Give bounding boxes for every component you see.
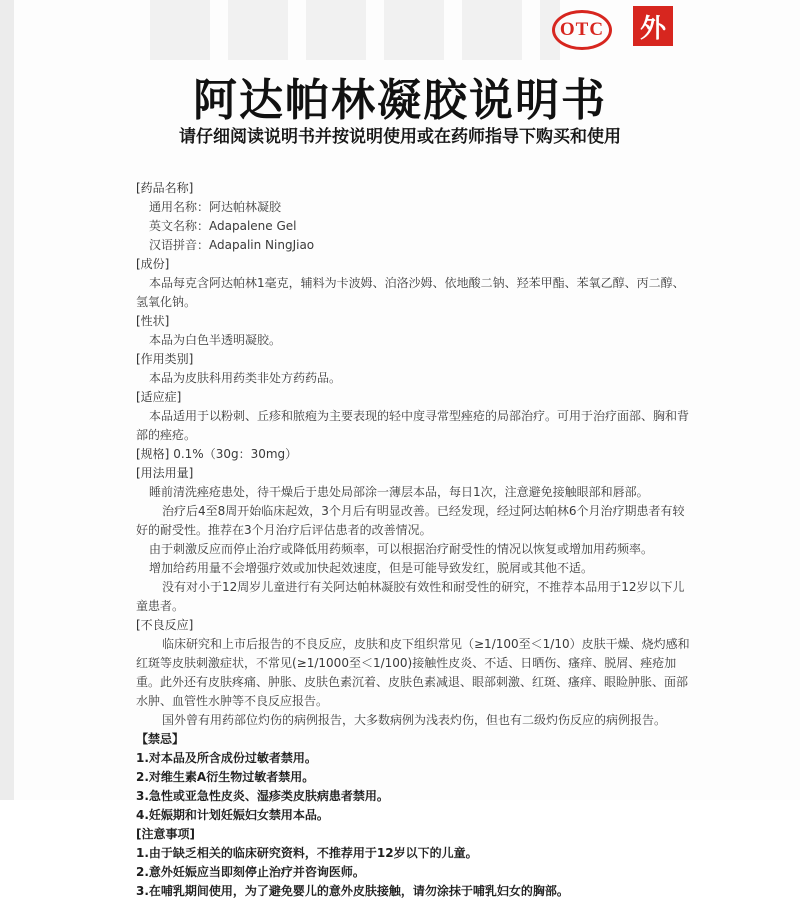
pinyin-name-label: 汉语拼音： <box>149 238 210 252</box>
generic-name-label: 通用名称： <box>149 200 210 214</box>
section-heading-dosage: [用法用量] <box>136 466 194 480</box>
dosage-paragraph: 增加给药用量不会增强疗效或加快起效速度，但是可能导致发红，脱屑或其他不适。 <box>149 561 594 575</box>
section-heading-adverse-reactions: [不良反应] <box>136 618 194 632</box>
precaution-item: 1.由于缺乏相关的临床研究资料，不推荐用于12岁以下的儿童。 <box>136 846 478 860</box>
contraindication-item: 2.对维生素A衍生物过敏者禁用。 <box>136 770 315 784</box>
section-heading-description: [性状] <box>136 314 170 328</box>
precaution-item: 3.在哺乳期间使用，为了避免婴儿的意外皮肤接触，请勿涂抹于哺乳妇女的胸部。 <box>136 884 569 898</box>
external-use-badge: 外 <box>633 6 673 46</box>
english-name-value: Adapalene Gel <box>209 219 297 233</box>
contraindication-item: 1.对本品及所含成份过敏者禁用。 <box>136 751 317 765</box>
section-heading-drug-name: [药品名称] <box>136 181 194 195</box>
generic-name-row <box>136 198 692 217</box>
section-heading-category: [作用类别] <box>136 352 194 366</box>
section-heading-ingredients: [成份] <box>136 257 170 271</box>
otc-badge: OTC <box>552 10 612 50</box>
leaflet-body <box>136 179 692 901</box>
section-heading-contraindications: 【禁忌】 <box>136 732 185 746</box>
contraindication-item: 3.急性或亚急性皮炎、湿疹类皮肤病患者禁用。 <box>136 789 389 803</box>
dosage-paragraph: 由于刺激反应而停止治疗或降低用药频率，可以根据治疗耐受性的情况以恢复或增加用药频率。 <box>149 542 654 556</box>
section-heading-specification: [规格] <box>136 447 170 461</box>
generic-name-value: 阿达帕林凝胶 <box>209 200 282 214</box>
ingredients-text: 本品每克含阿达帕林1毫克，辅料为卡波姆、泊洛沙姆、依地酸二钠、羟苯甲酯、苯氧乙醇、丙二醇、氢氧化钠。 <box>136 276 685 309</box>
section-heading-precautions: [注意事项] <box>136 827 195 841</box>
english-name-label: 英文名称： <box>149 219 210 233</box>
section-heading-indications: [适应症] <box>136 390 182 404</box>
description-text: 本品为白色半透明凝胶。 <box>149 333 282 347</box>
document-title: 阿达帕林凝胶说明书 <box>193 75 607 126</box>
adverse-paragraph: 国外曾有用药部位灼伤的病例报告，大多数病例为浅表灼伤，但也有二级灼伤反应的病例报告。 <box>162 713 667 727</box>
adverse-paragraph: 临床研究和上市后报告的不良反应，皮肤和皮下组织常见（≥1/100至＜1/10）皮肤干燥、烧灼感和红斑等皮肤刺激症状，不常见(≥1/1000至＜1/100)接触性皮炎、不适、日晒伤、瘙痒、脱屑、痤疮加重。此外还有皮肤疼痛、肿胀、皮肤色素沉着、皮肤色素减退、眼部刺激、红斑、瘙痒、眼睑肿胀、面部水肿、血管性水肿等不良反应报告。 <box>136 637 690 708</box>
contraindication-item: 4.妊娠期和计划妊娠妇女禁用本品。 <box>136 808 329 822</box>
pinyin-name-value: Adapalin NingJiao <box>209 238 315 252</box>
precaution-item: 2.意外妊娠应当即刻停止治疗并咨询医师。 <box>136 865 365 879</box>
category-text: 本品为皮肤科用药类非处方药药品。 <box>149 371 342 385</box>
specification-text: 0.1%（30g：30mg） <box>173 447 298 461</box>
dosage-paragraph: 治疗后4至8周开始临床起效，3个月后有明显改善。已经发现，经过阿达帕林6个月治疗期患者有较好的耐受性。推荐在3个月治疗后评估患者的改善情况。 <box>136 504 685 537</box>
document-subtitle: 请仔细阅读说明书并按说明使用或在药师指导下购买和使用 <box>179 127 621 147</box>
indications-text: 本品适用于以粉刺、丘疹和脓疱为主要表现的轻中度寻常型痤疮的局部治疗。可用于治疗面部、胸和背部的痤疮。 <box>136 409 690 442</box>
specification-row <box>136 445 692 464</box>
english-name-row <box>136 217 692 236</box>
dosage-paragraph: 睡前清洗痤疮患处，待干燥后于患处局部涂一薄层本品，每日1次，注意避免接触眼部和唇部。 <box>149 485 649 499</box>
dosage-paragraph: 没有对小于12周岁儿童进行有关阿达帕林凝胶有效性和耐受性的研究，不推荐本品用于12岁以下儿童患者。 <box>136 580 685 613</box>
show-through-print <box>150 0 560 60</box>
pinyin-name-row <box>136 236 692 255</box>
